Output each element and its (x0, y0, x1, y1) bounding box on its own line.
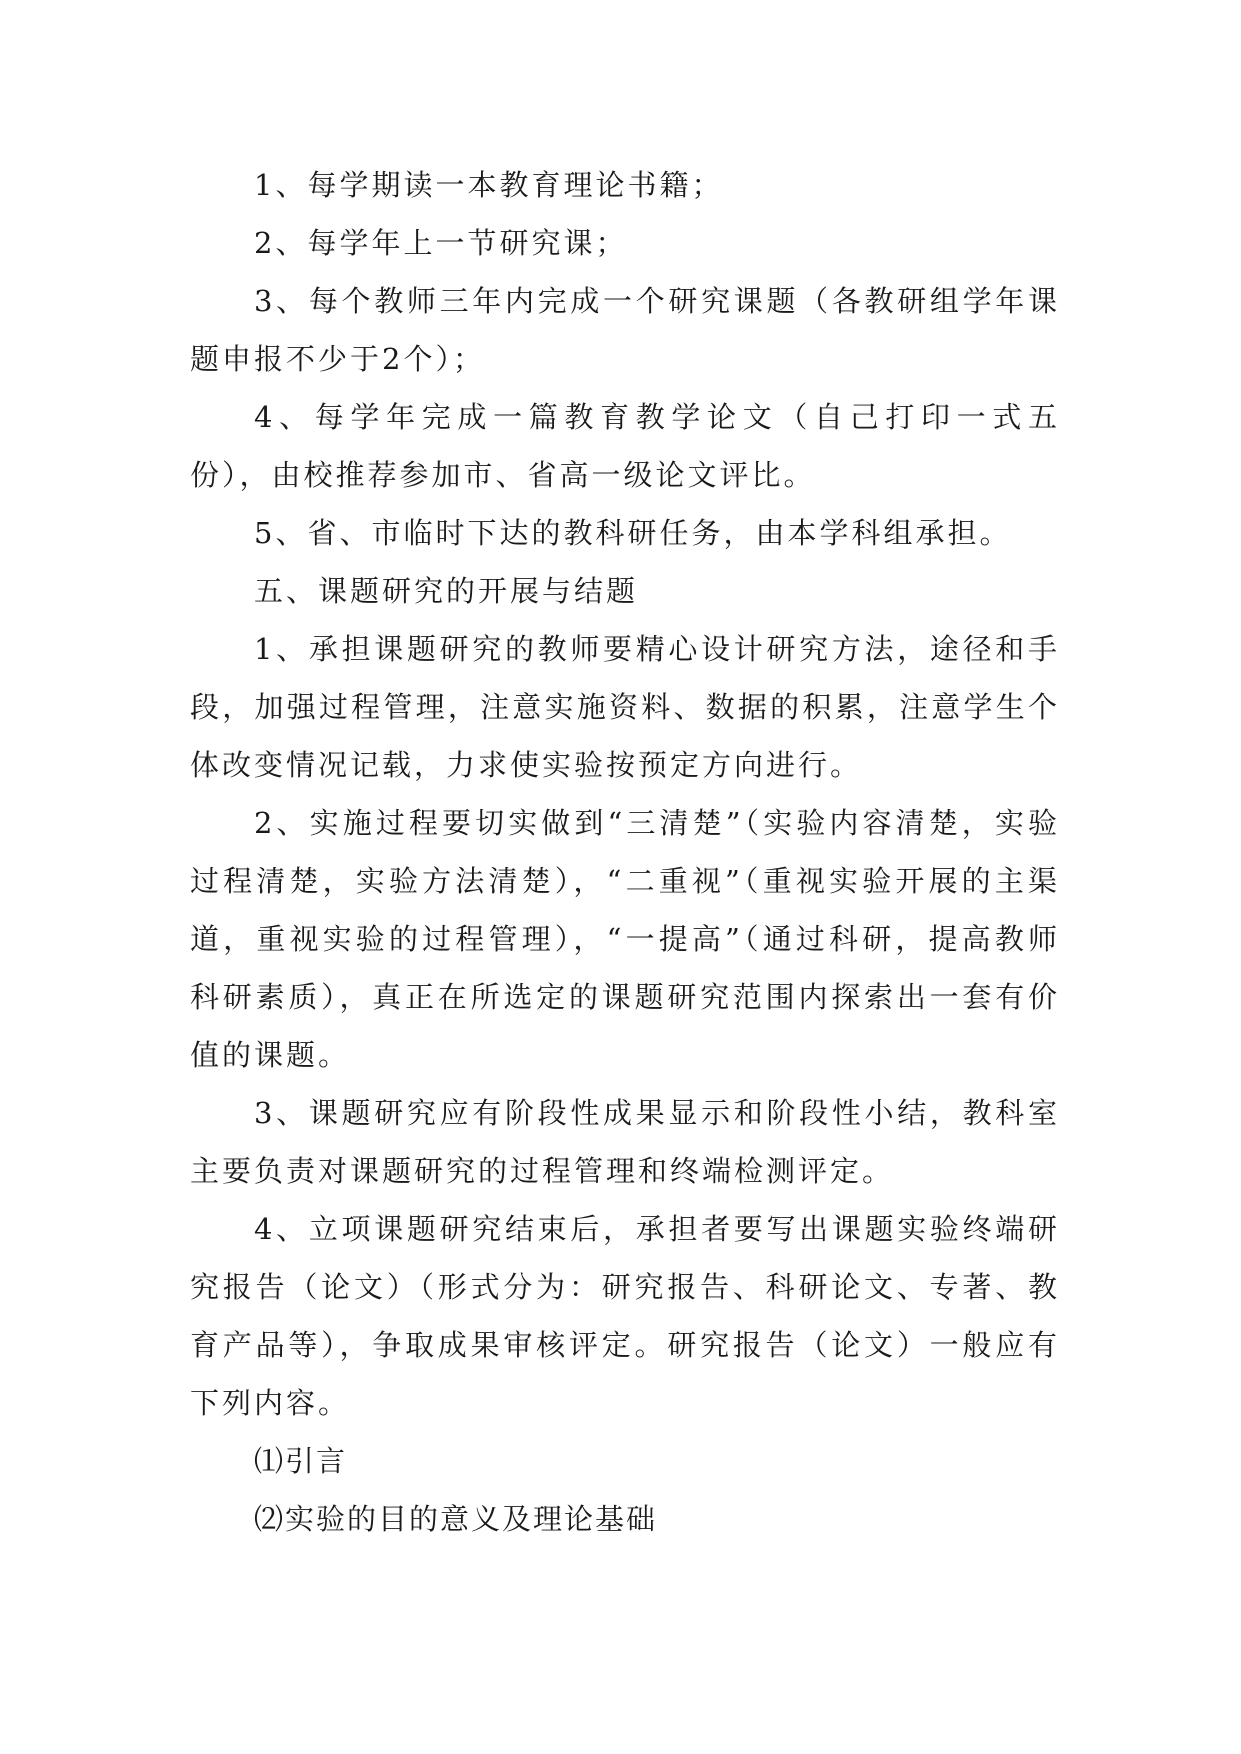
paragraph-5: 5、省、市临时下达的教科研任务，由本学科组承担。 (254, 516, 1012, 550)
paragraph-7: 2、实施过程要切实做到“三清楚”（实验内容清楚，实验过程清楚，实验方法清楚），“二重视”（重视实验开展的主渠道，重视实验的过程管理），“一提高”（通过科研，提高教师科研素质），真正在所选定的课题研究范围内探索出一套有价值的课题。 (190, 806, 1060, 1072)
paragraph-2: 2、每学年上一节研究课； (254, 226, 628, 260)
paragraph-3: 3、每个教师三年内完成一个研究课题（各教研组学年课题申报不少于2个）； (190, 284, 1060, 376)
paragraph-8: 3、课题研究应有阶段性成果显示和阶段性小结，教科室主要负责对课题研究的过程管理和终端检测评定。 (190, 1096, 1060, 1188)
paragraph-9: 4、立项课题研究结束后，承担者要写出课题实验终端研究报告（论文）（形式分为：研究报告、科研论文、专著、教育产品等），争取成果审核评定。研究报告（论文）一般应有下列内容。 (190, 1212, 1060, 1420)
list-item-purpose: ⑵实验的目的意义及理论基础 (254, 1502, 658, 1536)
paragraph-1: 1、每学期读一本教育理论书籍； (254, 168, 724, 202)
paragraph-6: 1、承担课题研究的教师要精心设计研究方法，途径和手段，加强过程管理，注意实施资料、数据的积累，注意学生个体改变情况记载，力求使实验按预定方向进行。 (190, 632, 1060, 782)
list-item-intro: ⑴引言 (254, 1444, 348, 1478)
paragraph-4: 4、每学年完成一篇教育教学论文（自己打印一式五份），由校推荐参加市、省高一级论文评比。 (190, 400, 1060, 492)
document-page (190, 156, 1060, 1548)
section-heading: 五、课题研究的开展与结题 (254, 574, 639, 608)
